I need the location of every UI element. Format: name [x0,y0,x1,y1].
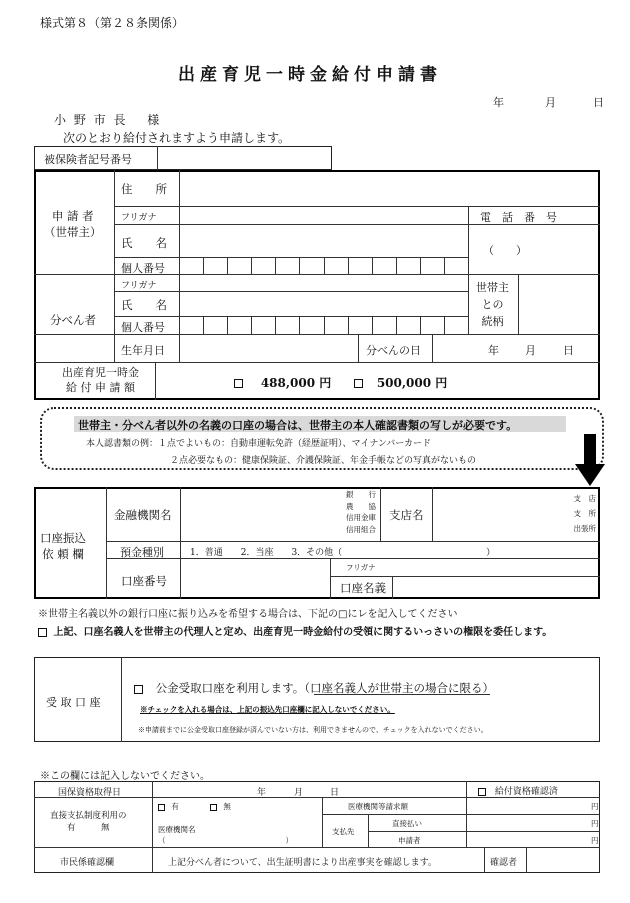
applicant-group-label: 申 請 者 （世帯主） [44,209,102,239]
relation-input[interactable] [520,276,598,332]
receipt-note1: ※チェックを入れる場合は、上記の振込先口座欄に記入しないでください。 [140,705,395,714]
applicant-personal-no-cell[interactable] [252,258,274,273]
mother-furigana-input[interactable] [182,276,466,290]
notice-line1: 本人認書類の例：１点でよいもの：自動車運転免許（経歴証明）、マイナンバーカード [86,439,432,449]
page-title: 出産育児一時金給付申請書 [178,65,442,85]
applicant-name-label: 氏 名 [121,236,167,250]
notice-line2: ２点必要なもの：健康保険証、介護保険証、年金手帳などの写真がないもの [170,456,477,466]
mother-personal-no-cell[interactable] [421,317,443,333]
qual-confirmed-checkbox[interactable] [478,788,486,796]
amount-option-488000[interactable] [234,374,331,391]
direct-payment-label: 直接払い [392,819,422,828]
public-account-checkbox[interactable] [134,685,143,694]
applicant-address-input[interactable] [182,173,596,204]
mother-personal-no-cell[interactable] [276,317,298,333]
confirmer-label: 確認者 [490,858,518,868]
mother-name-input[interactable] [182,293,466,315]
account-no-label: 口座番号 [121,574,167,588]
mother-personal-no-cell[interactable] [349,317,371,333]
institution-input[interactable] [184,490,324,538]
addressee: 小 野 市 長 様 [54,113,162,127]
applicant-personal-no-cell[interactable] [373,258,395,273]
applicant-personal-no-label: 個人番号 [121,262,165,275]
phone-input[interactable] [470,226,598,272]
date-year: 年 [493,96,504,109]
branch-label: 支店名 [389,508,424,522]
date-month: 月 [545,96,556,109]
applicant-personal-no-cell[interactable] [204,258,226,273]
checkbox-488000[interactable] [234,379,243,388]
birthdate-input[interactable] [182,336,356,360]
yen-1: 円 [591,802,599,811]
amount-option-500000[interactable] [354,374,447,391]
intro-text: 次のとおり給付されますよう申請します。 [63,131,291,145]
mother-personal-no-cell[interactable] [180,317,202,333]
delegation-row[interactable] [38,623,552,638]
down-arrow-icon [575,434,605,486]
acq-date-label: 国保資格取得日 [58,788,122,798]
mother-group-label: 分べん者 [50,313,96,327]
insured-number-input[interactable] [160,148,330,168]
office-use-notice: ※この欄には記入しないでください。 [40,771,210,782]
mother-personal-no-cell[interactable] [228,317,250,333]
institution-type-list: 銀 行 農 協 信用金庫 信用組合 [346,490,376,534]
birthdate-label: 生年月日 [121,344,165,357]
applicant-furigana-label: フリガナ [121,213,157,223]
deposit-type-label: 預金種別 [120,546,164,559]
direct-pay-label: 直接支払制度利用の 有 無 [50,811,127,833]
notice-main: 世帯主・分べん者以外の名義の口座の場合は、世帯主の本人確認書類の写しが必要です。 [78,419,518,432]
delivery-year: 年 [488,344,499,357]
citizen-check-label: 市民係確認欄 [60,858,115,868]
bank-group-label: 口座振込 依 頼 欄 [40,531,86,561]
mother-personal-no-cell[interactable] [204,317,226,333]
delegation-text: 上記、口座名義人を世帯主の代理人と定め、出産育児一時金給付の受領に関するいっさいの権限を委任します。 [53,627,553,638]
applicant-personal-no-cell[interactable] [397,258,419,273]
acq-month: 月 [294,788,304,798]
qual-confirmed-option[interactable] [478,784,558,797]
applicant-personal-no-cell[interactable] [228,258,250,273]
applicant-personal-no-cell[interactable] [276,258,298,273]
delivery-month: 月 [525,344,536,357]
insured-number-label: 被保険者記号番号 [44,153,132,166]
branch-types: 支 店 支 所 出張所 [573,494,596,533]
applicant-name-input[interactable] [182,226,466,255]
receipt-account-label: 受 取 口 座 [46,696,101,709]
relation-label: 世帯主 との 続柄 [476,281,509,328]
delivery-day: 日 [563,344,574,357]
account-name-input[interactable] [396,579,598,597]
mother-name-label: 氏 名 [121,298,167,312]
branch-input[interactable] [436,490,556,538]
deposit-options[interactable]: 1．普通 2．当座 3．その他（ ） [190,548,496,558]
applicant-personal-no-cell[interactable] [325,258,347,273]
mother-personal-no-cell[interactable] [325,317,347,333]
applicant-address-label: 住 所 [121,182,167,196]
yen-2: 円 [591,819,599,828]
citizen-check-text: 上記分べん者について、出生証明書により出産事実を確認します。 [168,858,437,868]
mother-personal-no-cell[interactable] [445,317,467,333]
phone-label: 電 話 番 号 [480,211,557,224]
applicant-personal-no-cell[interactable] [180,258,202,273]
form-number: 様式第８（第２８条関係） [40,16,185,30]
mother-personal-no-cell[interactable] [397,317,419,333]
public-account-text: 公金受取口座を利用します。（口座名義人が世帯主の場合に限る） [155,681,494,695]
applicant-furigana-input[interactable] [182,208,466,222]
mother-furigana-label: フリガナ [121,281,157,291]
amount-500000-text: 500,000 円 [376,376,448,390]
institution-name-paren: （ ） [158,836,293,845]
no-checkbox[interactable] [210,804,217,811]
receipt-note2: ※申請前までに公金受取口座登録が済んでいない方は、利用できませんので、チェックを入れないでください。 [138,726,488,734]
applicant-personal-no-cell[interactable] [445,258,467,273]
applicant-personal-no-cell[interactable] [300,258,322,273]
applicant-personal-no-cell[interactable] [421,258,443,273]
mother-personal-no-label: 個人番号 [121,321,165,334]
delivery-date-label: 分べんの日 [366,344,421,357]
mother-personal-no-cell[interactable] [300,317,322,333]
no-text: 無 [223,802,231,811]
direct-pay-no[interactable] [210,801,231,812]
mother-personal-no-cell[interactable] [252,317,274,333]
acq-year: 年 [257,788,267,798]
account-no-input[interactable] [184,561,326,597]
applicant-payee-label: 申請者 [398,836,421,845]
acq-day: 日 [330,788,340,798]
applicant-personal-no-cell[interactable] [349,258,371,273]
checkbox-500000[interactable] [354,379,363,388]
institution-name-label: 医療機関名 [158,825,196,834]
date-day: 日 [593,96,604,109]
payee-label: 支払先 [332,827,355,836]
amount-label: 出産育児一時金 給 付 申 請 額 [62,366,139,394]
mother-personal-no-cell[interactable] [373,317,395,333]
phone-paren: （ ） [483,244,527,257]
delegation-checkbox[interactable] [38,628,47,637]
yes-checkbox[interactable] [158,804,165,811]
institution-label: 金融機関名 [114,508,172,522]
yes-text: 有 [171,802,179,811]
delegation-note: ※世帯主名義以外の銀行口座に振り込みを希望する場合は、下記の□にレを記入してください [38,609,458,620]
claim-amount-label: 医療機関等請求額 [348,802,408,811]
direct-pay-yes[interactable] [158,801,179,812]
account-furigana-label: フリガナ [346,563,376,572]
yen-3: 円 [591,836,599,845]
amount-488000-text: 488,000 円 [260,376,332,390]
account-name-label: 口座名義 [340,581,386,595]
qual-confirmed-text: 給付資格確認済 [494,787,558,797]
